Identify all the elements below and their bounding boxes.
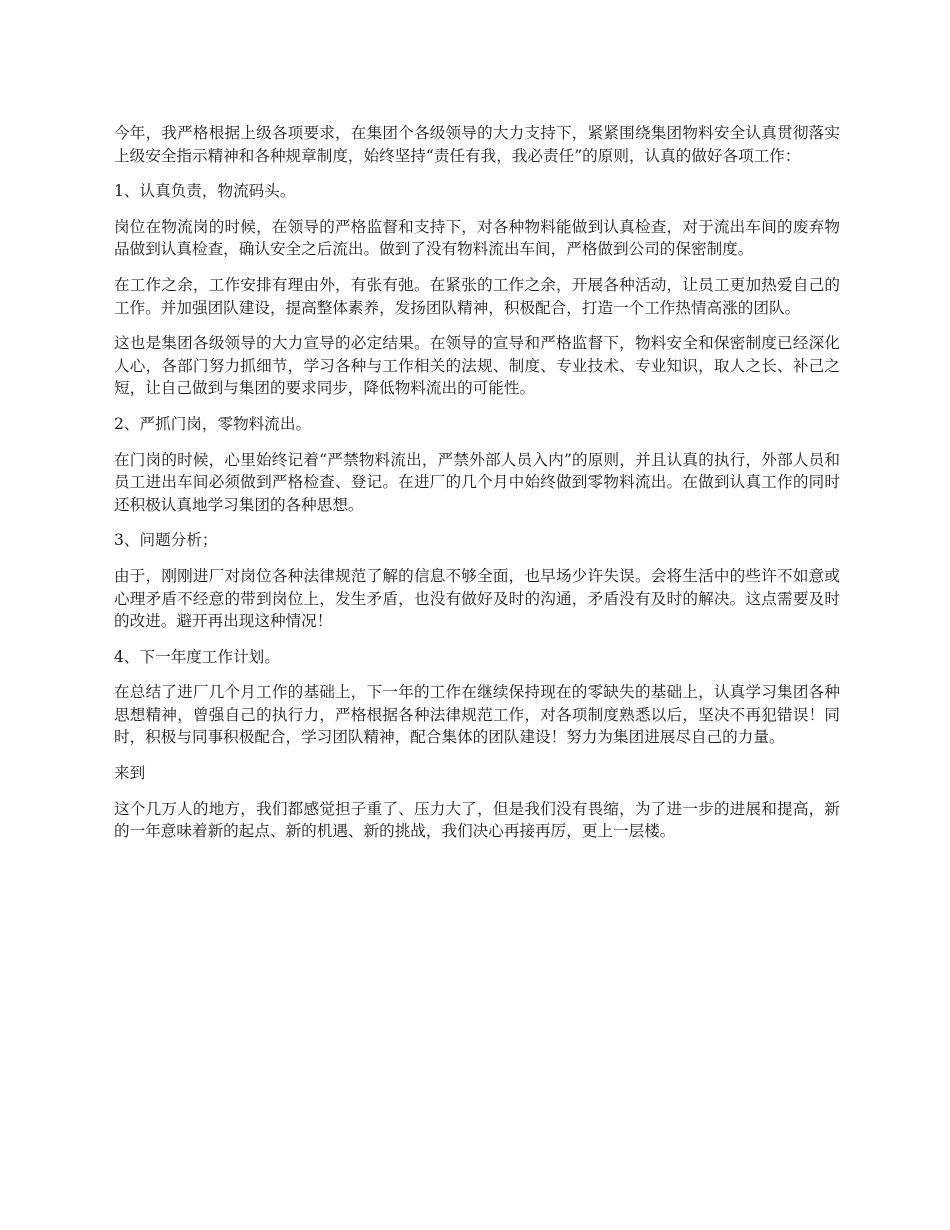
body-paragraph: 由于，刚刚进厂对岗位各种法律规范了解的信息不够全面，也早场少许失误。会将生活中的些许不如意或心理矛盾不经意的带到岗位上，发生矛盾，也没有做好及时的沟通，矛盾没有及时的解决。这点需要及时的改进。避开再出现这种情况！	[114, 566, 840, 631]
closing-paragraph: 这个几万人的地方，我们都感觉担子重了、压力大了，但是我们没有畏缩，为了进一步的进展和提高，新的一年意味着新的起点、新的机遇、新的挑战，我们决心再接再厉，更上一层楼。	[114, 799, 840, 841]
section-heading-2: 2、严抓门岗，零物料流出。	[114, 414, 312, 433]
document-body	[114, 122, 840, 856]
section-heading-4: 4、下一年度工作计划。	[114, 647, 280, 666]
short-line: 来到	[114, 764, 146, 783]
intro-paragraph: 今年，我严格根据上级各项要求，在集团个各级领导的大力支持下，紧紧围绕集团物料安全认真贯彻落实上级安全指示精神和各种规章制度，始终坚持“责任有我，我必责任”的原则，认真的做好各项工作：	[114, 124, 840, 165]
body-paragraph: 这也是集团各级领导的大力宣导的必定结果。在领导的宣导和严格监督下，物料安全和保密制度已经深化人心，各部门努力抓细节，学习各种与工作相关的法规、制度、专业技术、专业知识，取人之长、补己之短，让自己做到与集团的要求同步，降低物料流出的可能性。	[114, 334, 840, 398]
body-paragraph: 在门岗的时候，心里始终记着“严禁物料流出，严禁外部人员入内”的原则，并且认真的执行，外部人员和员工进出车间必须做到严格检查、登记。在进厂的几个月中始终做到零物料流出。在做到认真工作的同时还积极认真地学习集团的各种思想。	[114, 450, 840, 514]
section-heading-1: 1、认真负责，物流码头。	[114, 182, 296, 201]
section-heading-3: 3、问题分析；	[114, 531, 218, 550]
body-paragraph: 岗位在物流岗的时候，在领导的严格监督和支持下，对各种物料能做到认真检查，对于流出车间的废弃物品做到认真检查，确认安全之后流出。做到了没有物料流出车间，严格做到公司的保密制度。	[114, 217, 840, 259]
body-paragraph: 在总结了进厂几个月工作的基础上，下一年的工作在继续保持现在的零缺失的基础上，认真学习集团各种思想精神，曾强自己的执行力，严格根据各种法律规范工作，对各项制度熟悉以后，坚决不再犯错误！同时，积极与同事积极配合，学习团队精神，配合集体的团队建设！努力为集团进展尽自己的力量。	[114, 683, 840, 747]
body-paragraph: 在工作之余，工作安排有理由外，有张有弛。在紧张的工作之余，开展各种活动，让员工更加热爱自己的工作。并加强团队建设，提高整体素养，发扬团队精神，积极配合，打造一个工作热情高涨的团队。	[114, 275, 840, 317]
